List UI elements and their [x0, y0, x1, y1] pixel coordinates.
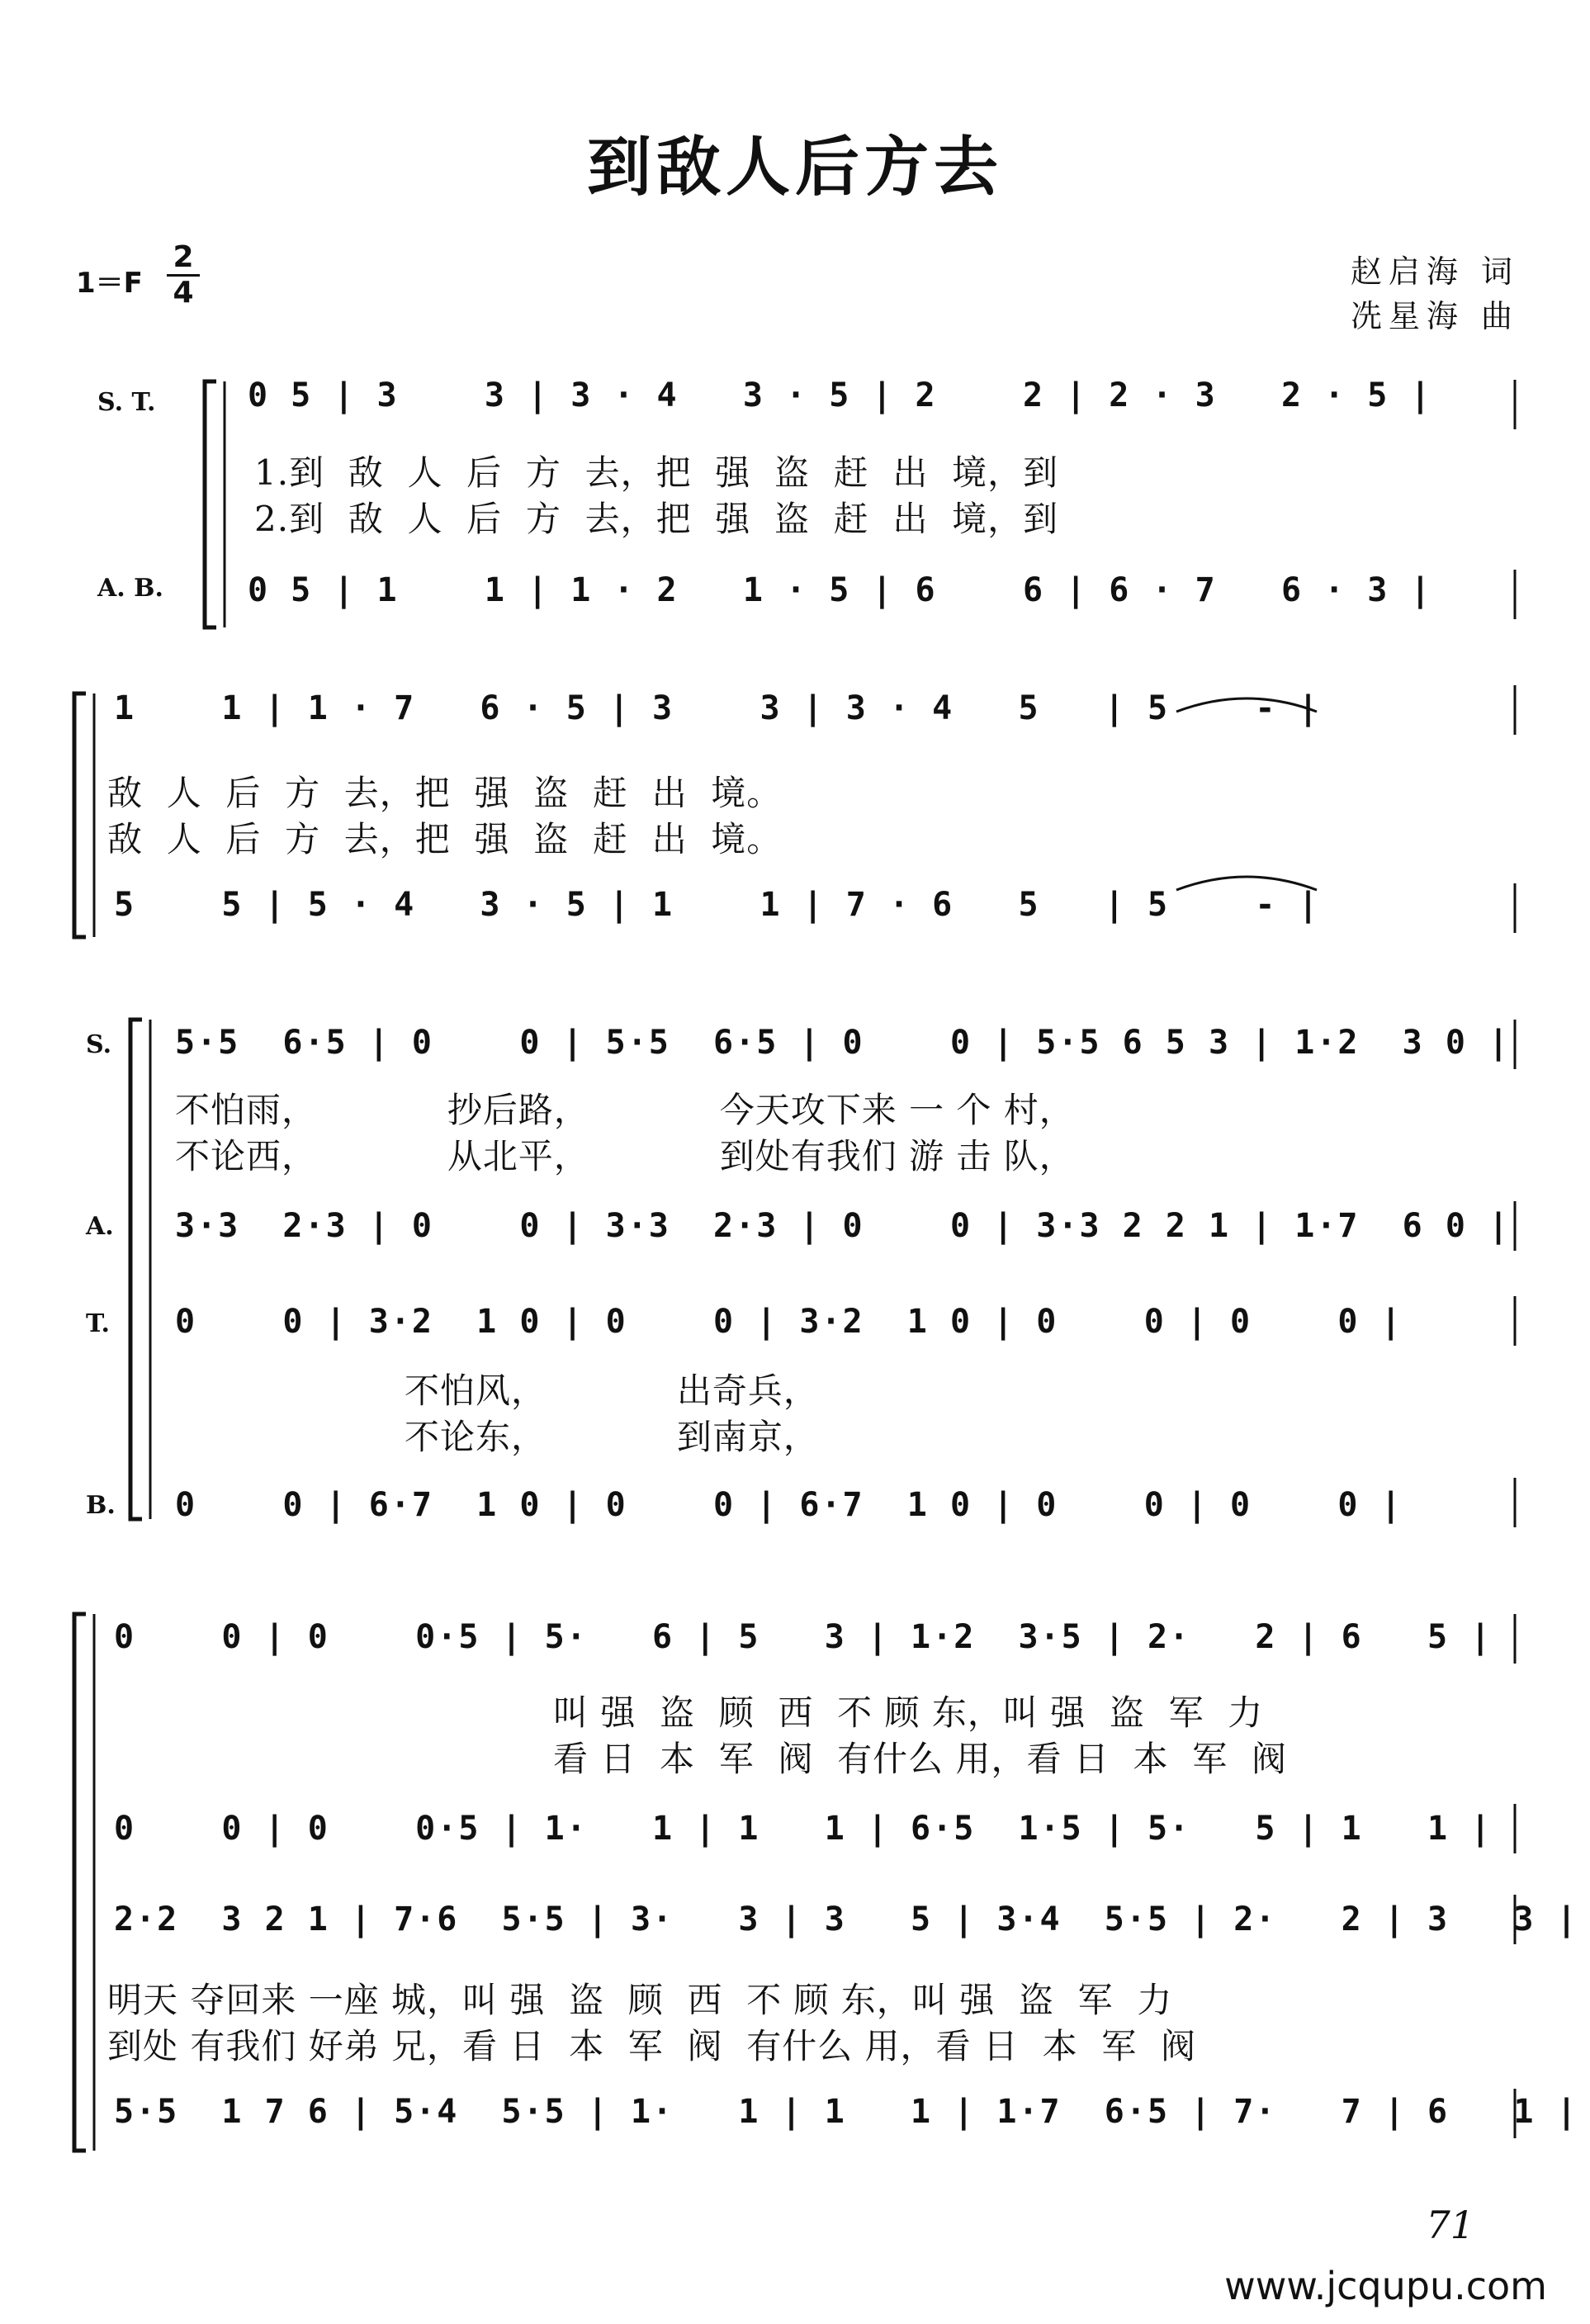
- page-number: 71: [1426, 2203, 1474, 2247]
- system4-tenor-notes: 2·2 3 2 1 | 7·6 5·5 | 3· 3 | 3 5 | 3·4 5·5 | 2· 2 | 3 3 |: [114, 1900, 1578, 1938]
- part-label-b: B.: [86, 1491, 116, 1520]
- time-signature-top: 2: [173, 240, 194, 274]
- composer-credit: 冼星海 曲: [1350, 298, 1519, 334]
- bracket-system-1: [205, 381, 216, 627]
- system1-lyric-verse2: 2.到 敌 人 后 方 去，把 强 盗 赶 出 境，到: [254, 499, 1059, 539]
- system3-tenor-notes: 0 0 | 3·2 1 0 | 0 0 | 3·2 1 0 | 0 0 | 0 0 |: [175, 1303, 1403, 1341]
- bracket-system-2: [74, 693, 86, 937]
- system1-lyric-verse1: 1.到 敌 人 后 方 去，把 强 盗 赶 出 境，到: [254, 452, 1059, 493]
- watermark: www.jcqupu.com: [1224, 2264, 1547, 2308]
- key-signature: 1＝F: [76, 267, 143, 300]
- system3-soprano-lyric2: 不论西， 从北平， 到处有我们 游 击 队，: [175, 1136, 1075, 1176]
- system4-soprano-lyric2: 看 日 本 军 阀 有什么 用，看 日 本 军 阀: [553, 1739, 1287, 1779]
- bracket-system-4: [74, 1614, 86, 2151]
- part-label-t: T.: [86, 1309, 110, 1338]
- system3-alto-notes: 3·3 2·3 | 0 0 | 3·3 2·3 | 0 0 | 3·3 2 2 1 | 1·7 6 0 |: [175, 1207, 1511, 1245]
- system4-soprano-notes: 0 0 | 0 0·5 | 5· 6 | 5 3 | 1·2 3·5 | 2· 2 | 6 5 |: [114, 1618, 1493, 1656]
- system3-bass-notes: 0 0 | 6·7 1 0 | 0 0 | 6·7 1 0 | 0 0 | 0 0 |: [175, 1486, 1403, 1524]
- page-title: 到敌人后方去: [586, 130, 1003, 205]
- system4-tenor-lyric2: 到处 有我们 好弟 兄，看 日 本 军 阀 有什么 用，看 日 本 军 阀: [107, 2026, 1197, 2066]
- system1-lower-notes: 0 5 | 1 1 | 1 · 2 1 · 5 | 6 6 | 6 · 7 6 · 3 |: [248, 571, 1432, 609]
- part-label-ab: A. B.: [97, 574, 163, 603]
- system4-tenor-lyric1: 明天 夺回来 一座 城，叫 强 盗 顾 西 不 顾 东，叫 强 盗 军 力: [107, 1980, 1173, 2020]
- time-signature-bottom: 4: [173, 276, 194, 310]
- part-label-st: S. T.: [97, 388, 156, 417]
- system4-bass-notes: 5·5 1 7 6 | 5·4 5·5 | 1· 1 | 1 1 | 1·7 6·5 | 7· 7 | 6 1 |: [114, 2093, 1578, 2131]
- system1-upper-notes: 0 5 | 3 3 | 3 · 4 3 · 5 | 2 2 | 2 · 3 2 · 5 |: [248, 376, 1432, 414]
- system2-lower-notes: 5 5 | 5 · 4 3 · 5 | 1 1 | 7 · 6 5 | 5 - |: [114, 886, 1320, 924]
- bracket-system-3: [130, 1020, 142, 1519]
- system2-upper-notes: 1 1 | 1 · 7 6 · 5 | 3 3 | 3 · 4 5 | 5 - |: [114, 689, 1320, 727]
- system3-soprano-lyric1: 不怕雨， 抄后路， 今天攻下来 一 个 村，: [175, 1090, 1075, 1130]
- system4-soprano-lyric1: 叫 强 盗 顾 西 不 顾 东，叫 强 盗 军 力: [553, 1692, 1264, 1733]
- system3-soprano-notes: 5·5 6·5 | 0 0 | 5·5 6·5 | 0 0 | 5·5 6 5 3 | 1·2 3 0 |: [175, 1024, 1511, 1062]
- part-label-s: S.: [86, 1030, 112, 1059]
- system4-alto-notes: 0 0 | 0 0·5 | 1· 1 | 1 1 | 6·5 1·5 | 5· 5 | 1 1 |: [114, 1810, 1493, 1848]
- system2-lyric-verse2: 敌 人 后 方 去，把 强 盗 赶 出 境。: [107, 819, 783, 859]
- lyricist-credit: 赵启海 词: [1350, 253, 1519, 290]
- part-label-a: A.: [86, 1212, 114, 1241]
- system3-tenor-lyric1: 不怕风， 出奇兵，: [405, 1370, 819, 1411]
- system2-lyric-verse1: 敌 人 后 方 去，把 强 盗 赶 出 境。: [107, 773, 783, 813]
- system3-tenor-lyric2: 不论东， 到南京，: [405, 1417, 819, 1457]
